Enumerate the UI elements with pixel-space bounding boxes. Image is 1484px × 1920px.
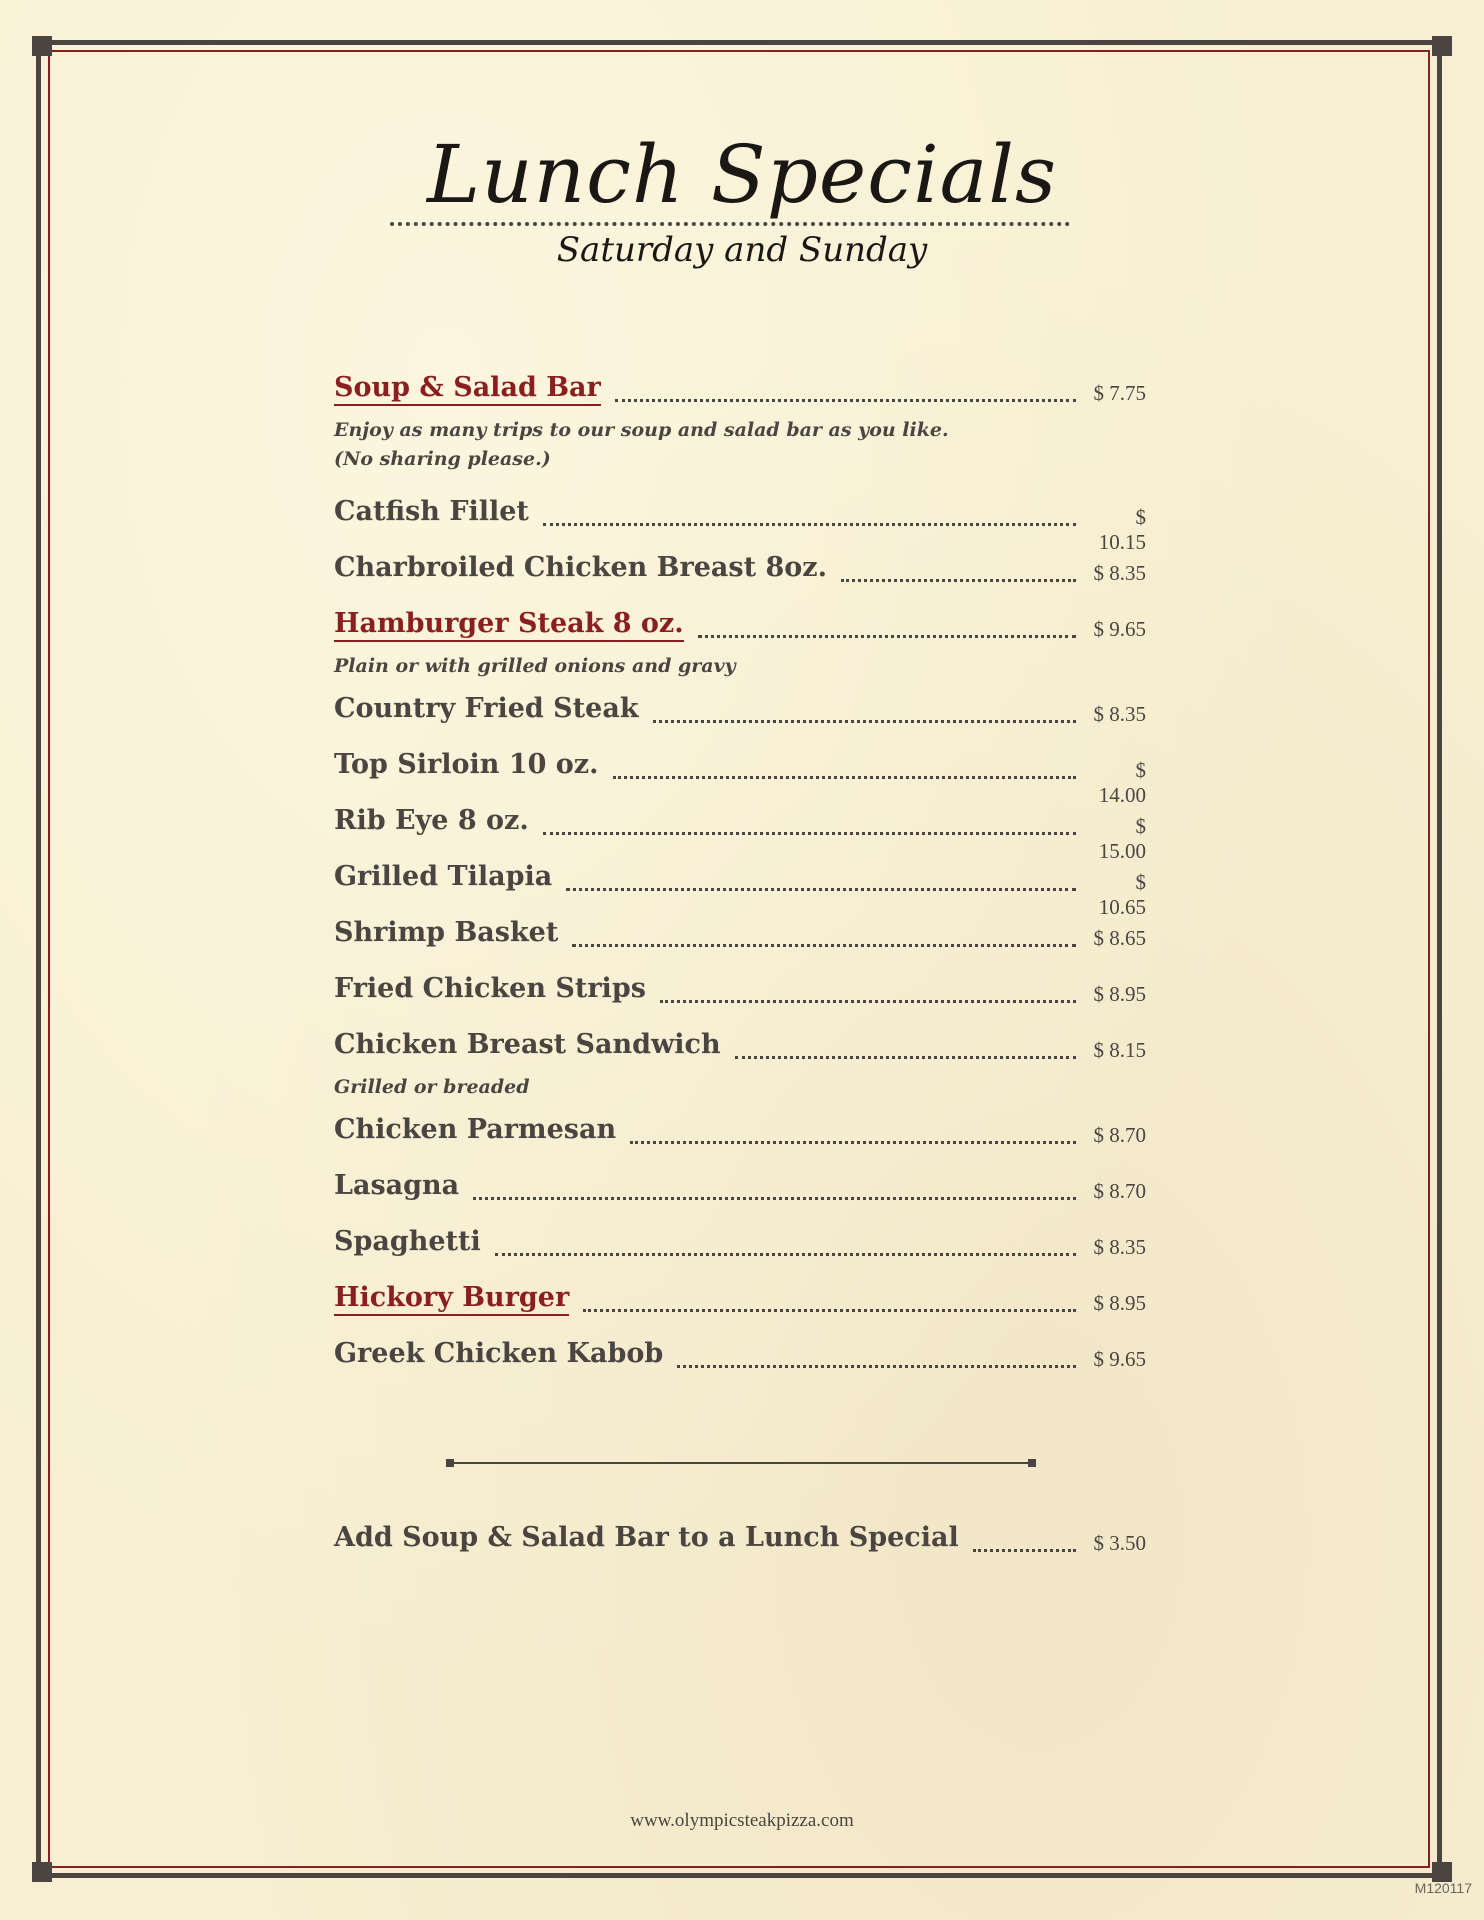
menu-item-name: Hickory Burger	[334, 1282, 569, 1316]
menu-item-price: $ 9.65	[1093, 1347, 1146, 1371]
menu-item-price: $ 10.65	[1098, 870, 1146, 919]
menu-item-price: $ 8.70	[1093, 1123, 1146, 1147]
menu-item	[334, 608, 1146, 681]
dot-leader	[572, 944, 1076, 947]
menu-item	[334, 372, 1146, 474]
menu-item-price: $ 8.15	[1093, 1038, 1146, 1062]
dot-leader	[583, 1309, 1076, 1312]
dot-leader	[543, 832, 1076, 835]
menu-item-price: $ 8.70	[1093, 1179, 1146, 1203]
menu-item-name: Hamburger Steak 8 oz.	[334, 608, 684, 642]
menu-item-price: $ 9.65	[1093, 617, 1146, 641]
menu-item	[334, 496, 1146, 554]
menu-item-price: $ 8.65	[1093, 926, 1146, 950]
menu-item-price: $ 8.95	[1093, 1291, 1146, 1315]
menu-item-price: $ 8.95	[1093, 982, 1146, 1006]
menu-item-price: $ 8.35	[1093, 1235, 1146, 1259]
menu-item-name: Chicken Breast Sandwich	[334, 1029, 721, 1060]
menu-item-price: $ 15.00	[1098, 814, 1146, 863]
dot-leader	[615, 399, 1076, 402]
section-divider	[448, 1462, 1034, 1464]
dot-leader	[841, 579, 1076, 582]
dot-leader	[660, 1000, 1076, 1003]
menu-item	[334, 1226, 1146, 1270]
menu-item	[334, 1282, 1146, 1326]
menu-item	[334, 693, 1146, 737]
addon-section	[334, 1522, 1146, 1566]
corner-ornament	[1432, 1862, 1452, 1882]
menu-item-name: Lasagna	[334, 1170, 460, 1201]
dot-leader	[566, 888, 1076, 891]
menu-item-name: Greek Chicken Kabob	[334, 1338, 664, 1369]
addon-item	[334, 1522, 1146, 1566]
menu-item-description: Grilled or breaded	[334, 1076, 530, 1098]
menu-item-description: Enjoy as many trips to our soup and salad bar as you like.	[334, 419, 949, 441]
dot-leader	[543, 523, 1076, 526]
dot-leader	[698, 635, 1076, 638]
menu-item	[334, 1170, 1146, 1214]
menu-item-name: Spaghetti	[334, 1226, 481, 1257]
menu-item	[334, 917, 1146, 961]
menu-item-name: Catfish Fillet	[334, 496, 529, 527]
menu-list	[334, 372, 1146, 1382]
menu-item-description: Plain or with grilled onions and gravy	[334, 655, 736, 677]
corner-ornament	[32, 1862, 52, 1882]
dot-leader	[473, 1197, 1076, 1200]
menu-item-price: $ 10.15	[1098, 505, 1146, 554]
website-url[interactable]: www.olympicsteakpizza.com	[630, 1810, 854, 1831]
menu-item-price: $ 7.75	[1093, 381, 1146, 405]
addon-name: Add Soup & Salad Bar to a Lunch Special	[334, 1522, 959, 1553]
menu-item-price: $ 8.35	[1093, 702, 1146, 726]
corner-ornament	[1432, 36, 1452, 56]
menu-item-name: Shrimp Basket	[334, 917, 559, 948]
menu-item	[334, 805, 1146, 863]
title-dotted-rule	[390, 222, 1070, 226]
dot-leader	[653, 720, 1076, 723]
menu-code: M120117	[1414, 1880, 1472, 1896]
menu-item	[334, 1029, 1146, 1102]
dot-leader	[613, 776, 1076, 779]
menu-item-description: (No sharing please.)	[334, 448, 551, 470]
page-title: Lunch Specials	[426, 128, 1057, 221]
menu-item-price: $ 8.35	[1093, 561, 1146, 585]
menu-item-name: Top Sirloin 10 oz.	[334, 749, 599, 780]
corner-ornament	[32, 36, 52, 56]
menu-item	[334, 973, 1146, 1017]
menu-item	[334, 1338, 1146, 1382]
menu-item	[334, 552, 1146, 596]
menu-item-name: Fried Chicken Strips	[334, 973, 646, 1004]
menu-item-name: Soup & Salad Bar	[334, 372, 601, 406]
menu-item	[334, 861, 1146, 919]
dot-leader	[495, 1253, 1076, 1256]
addon-price: $ 3.50	[1093, 1531, 1146, 1555]
menu-item-name: Charbroiled Chicken Breast 8oz.	[334, 552, 827, 583]
menu-item-name: Grilled Tilapia	[334, 861, 553, 892]
dot-leader	[677, 1365, 1076, 1368]
menu-item-name: Country Fried Steak	[334, 693, 639, 724]
page-subtitle: Saturday and Sunday	[556, 230, 928, 270]
menu-item	[334, 1114, 1146, 1158]
dot-leader	[973, 1549, 1076, 1552]
menu-item-name: Rib Eye 8 oz.	[334, 805, 529, 836]
dot-leader	[630, 1141, 1076, 1144]
dot-leader	[735, 1056, 1076, 1059]
menu-item	[334, 749, 1146, 807]
menu-item-price: $ 14.00	[1098, 758, 1146, 807]
menu-item-name: Chicken Parmesan	[334, 1114, 617, 1145]
